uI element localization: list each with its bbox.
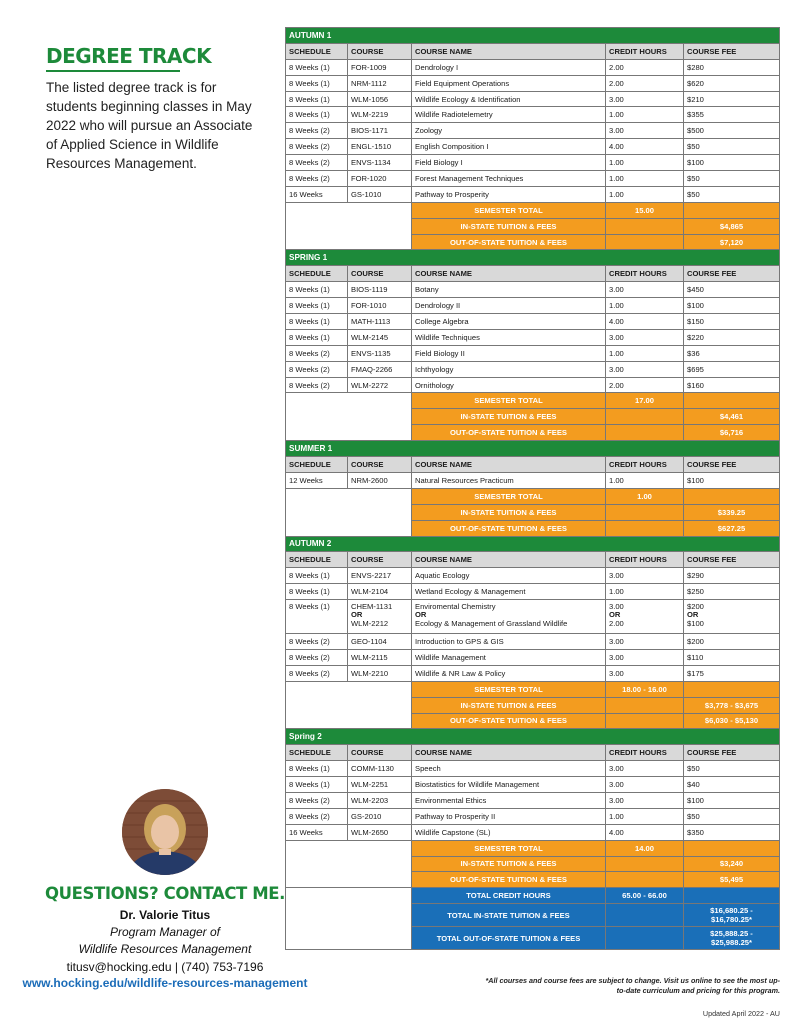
degree-track-description: The listed degree track is for students beginning classes in May 2022 who will pursue an Associate of Applied Science in Wildlife Resources Management.	[46, 80, 253, 171]
credit-hours-cell: 2.00	[606, 377, 684, 393]
total-credit-hours-label: TOTAL CREDIT HOURS	[412, 888, 606, 904]
totals-blank-cell	[286, 488, 412, 536]
schedule-cell: 8 Weeks (1)	[286, 75, 348, 91]
semester-total-value: 18.00 - 16.00	[606, 681, 684, 697]
credit-hours-cell: 1.00	[606, 186, 684, 202]
credit-hours-cell: 3.00	[606, 361, 684, 377]
semester-name: SPRING 1	[286, 250, 780, 266]
course-name-cell: Field Biology II	[412, 345, 606, 361]
schedule-cell: 8 Weeks (2)	[286, 345, 348, 361]
instate-tuition-value: $3,240	[684, 856, 780, 872]
contact-heading: QUESTIONS? CONTACT ME.	[45, 884, 285, 903]
course-name-cell: Ichthyology	[412, 361, 606, 377]
schedule-header: SCHEDULE	[286, 457, 348, 473]
course-name-cell: Field Equipment Operations	[412, 75, 606, 91]
outstate-tuition-value: $6,716	[684, 425, 780, 441]
course-name-cell: Enviromental Chemistry OR Ecology & Management of Grassland Wildlife	[412, 600, 606, 634]
contact-department: Wildlife Resources Management	[78, 942, 252, 956]
grand-empty-cell	[684, 888, 780, 904]
course-name-cell: Zoology	[412, 123, 606, 139]
totals-blank-cell	[286, 840, 412, 888]
schedule-cell: 8 Weeks (2)	[286, 123, 348, 139]
semester-total-row	[286, 488, 780, 504]
course-fee-cell: $110	[684, 649, 780, 665]
semester-header-row	[286, 536, 780, 552]
instate-tuition-label: IN-STATE TUITION & FEES	[412, 409, 606, 425]
course-name-cell: Wildlife & NR Law & Policy	[412, 665, 606, 681]
instate-tuition-value: $4,461	[684, 409, 780, 425]
credit-hours-cell: 3.00	[606, 91, 684, 107]
instate-tuition-label: IN-STATE TUITION & FEES	[412, 218, 606, 234]
course-code-cell: FOR-1010	[348, 298, 412, 314]
course-code-cell: WLM-2203	[348, 792, 412, 808]
course-name-cell: Botany	[412, 282, 606, 298]
contact-role: Program Manager of	[109, 925, 221, 939]
degree-track-table-container	[285, 27, 779, 950]
credit-hours-cell: 3.00	[606, 329, 684, 345]
course-name-cell: Environmental Ethics	[412, 792, 606, 808]
course-row	[286, 361, 780, 377]
credit-hours-cell: 1.00	[606, 171, 684, 187]
course-fee-cell: $50	[684, 761, 780, 777]
course-fee-cell: $100	[684, 155, 780, 171]
total-instate-tuition-label: TOTAL IN-STATE TUITION & FEES	[412, 904, 606, 927]
credit-hours-cell: 1.00	[606, 472, 684, 488]
semester-total-row	[286, 681, 780, 697]
schedule-cell: 8 Weeks (2)	[286, 634, 348, 650]
course-row	[286, 139, 780, 155]
total-outstate-tuition-value: $25,888.25 - $25,988.25*	[684, 927, 780, 950]
course-row	[286, 91, 780, 107]
course-code-cell: WLM-2145	[348, 329, 412, 345]
course-fee-cell: $250	[684, 584, 780, 600]
credit-hours-cell: 3.00	[606, 634, 684, 650]
semester-total-row	[286, 202, 780, 218]
course-fee-cell: $350	[684, 824, 780, 840]
totals-empty-cell	[606, 234, 684, 250]
course-code-cell: GS-2010	[348, 808, 412, 824]
course-name-cell: Wildlife Ecology & Identification	[412, 91, 606, 107]
schedule-cell: 8 Weeks (1)	[286, 298, 348, 314]
credit-hours-cell: 2.00	[606, 75, 684, 91]
credit-hours-cell: 3.00	[606, 665, 684, 681]
course-name-cell: Wildlife Techniques	[412, 329, 606, 345]
course-name-header: COURSE NAME	[412, 266, 606, 282]
credit-hours-header: CREDIT HOURS	[606, 745, 684, 761]
course-row	[286, 568, 780, 584]
course-row	[286, 314, 780, 330]
course-name-cell: Dendrology II	[412, 298, 606, 314]
course-fee-cell: $100	[684, 792, 780, 808]
course-code-cell: WLM-2650	[348, 824, 412, 840]
credit-hours-cell: 4.00	[606, 139, 684, 155]
credit-hours-cell: 3.00	[606, 649, 684, 665]
course-row	[286, 75, 780, 91]
course-code-cell: ENVS-2217	[348, 568, 412, 584]
course-row	[286, 107, 780, 123]
totals-empty-cell	[606, 520, 684, 536]
course-fee-header: COURSE FEE	[684, 457, 780, 473]
semester-header-row	[286, 729, 780, 745]
course-code-cell: BIOS-1119	[348, 282, 412, 298]
course-fee-cell: $620	[684, 75, 780, 91]
instate-tuition-label: IN-STATE TUITION & FEES	[412, 697, 606, 713]
course-fee-cell: $50	[684, 171, 780, 187]
course-header: COURSE	[348, 43, 412, 59]
course-fee-cell: $450	[684, 282, 780, 298]
schedule-cell: 8 Weeks (1)	[286, 777, 348, 793]
course-code-cell: ENVS-1135	[348, 345, 412, 361]
schedule-cell: 8 Weeks (1)	[286, 282, 348, 298]
schedule-cell: 8 Weeks (2)	[286, 139, 348, 155]
course-name-cell: Aquatic Ecology	[412, 568, 606, 584]
semester-total-label: SEMESTER TOTAL	[412, 488, 606, 504]
schedule-cell: 8 Weeks (2)	[286, 155, 348, 171]
course-code-cell: WLM-2104	[348, 584, 412, 600]
totals-empty-cell	[684, 840, 780, 856]
course-fee-cell: $355	[684, 107, 780, 123]
course-name-cell: English Composition I	[412, 139, 606, 155]
course-row	[286, 584, 780, 600]
course-name-cell: Introduction to GPS & GIS	[412, 634, 606, 650]
totals-empty-cell	[606, 713, 684, 729]
outstate-tuition-label: OUT-OF-STATE TUITION & FEES	[412, 872, 606, 888]
outstate-tuition-value: $6,030 - $5,130	[684, 713, 780, 729]
course-header: COURSE	[348, 552, 412, 568]
total-outstate-tuition-label: TOTAL OUT-OF-STATE TUITION & FEES	[412, 927, 606, 950]
column-header-row	[286, 552, 780, 568]
outstate-tuition-label: OUT-OF-STATE TUITION & FEES	[412, 520, 606, 536]
course-row	[286, 600, 780, 634]
course-code-cell: COMM-1130	[348, 761, 412, 777]
instate-tuition-label: IN-STATE TUITION & FEES	[412, 856, 606, 872]
course-code-cell: ENGL-1510	[348, 139, 412, 155]
schedule-cell: 8 Weeks (1)	[286, 761, 348, 777]
credit-hours-cell: 1.00	[606, 584, 684, 600]
course-fee-cell: $150	[684, 314, 780, 330]
semester-total-value: 15.00	[606, 202, 684, 218]
schedule-header: SCHEDULE	[286, 745, 348, 761]
schedule-cell: 8 Weeks (2)	[286, 792, 348, 808]
schedule-cell: 8 Weeks (1)	[286, 600, 348, 634]
course-code-cell: WLM-1056	[348, 91, 412, 107]
course-fee-cell: $695	[684, 361, 780, 377]
column-header-row	[286, 266, 780, 282]
course-row	[286, 171, 780, 187]
course-row	[286, 377, 780, 393]
schedule-cell: 16 Weeks	[286, 186, 348, 202]
course-fee-cell: $100	[684, 472, 780, 488]
course-fee-cell: $200	[684, 634, 780, 650]
program-website-link[interactable]: www.hocking.edu/wildlife-resources-management	[22, 976, 308, 990]
credit-hours-cell: 3.00	[606, 792, 684, 808]
schedule-cell: 8 Weeks (1)	[286, 329, 348, 345]
course-header: COURSE	[348, 266, 412, 282]
semester-total-value: 17.00	[606, 393, 684, 409]
total-instate-tuition-value: $16,680.25 - $16,780.25*	[684, 904, 780, 927]
credit-hours-cell: 1.00	[606, 107, 684, 123]
column-header-row	[286, 745, 780, 761]
course-row	[286, 345, 780, 361]
course-name-header: COURSE NAME	[412, 457, 606, 473]
semester-total-value: 14.00	[606, 840, 684, 856]
course-fee-cell: $290	[684, 568, 780, 584]
total-credit-hours-row	[286, 888, 780, 904]
course-fee-cell: $160	[684, 377, 780, 393]
credit-hours-cell: 1.00	[606, 298, 684, 314]
semester-name: SUMMER 1	[286, 441, 780, 457]
degree-track-table	[285, 27, 780, 950]
totals-empty-cell	[684, 202, 780, 218]
course-name-header: COURSE NAME	[412, 43, 606, 59]
course-row	[286, 155, 780, 171]
totals-empty-cell	[606, 218, 684, 234]
totals-blank-cell	[286, 393, 412, 441]
course-fee-cell: $280	[684, 59, 780, 75]
credit-hours-cell: 1.00	[606, 155, 684, 171]
instate-tuition-value: $3,778 - $3,675	[684, 697, 780, 713]
schedule-cell: 8 Weeks (1)	[286, 59, 348, 75]
credit-hours-cell: 2.00	[606, 59, 684, 75]
course-name-cell: Wildlife Management	[412, 649, 606, 665]
course-fee-cell: $50	[684, 139, 780, 155]
course-code-cell: BIOS-1171	[348, 123, 412, 139]
semester-name: AUTUMN 2	[286, 536, 780, 552]
outstate-tuition-label: OUT-OF-STATE TUITION & FEES	[412, 713, 606, 729]
course-fee-cell: $200 OR $100	[684, 600, 780, 634]
course-code-cell: WLM-2272	[348, 377, 412, 393]
course-code-cell: FOR-1009	[348, 59, 412, 75]
credit-hours-cell: 4.00	[606, 824, 684, 840]
schedule-header: SCHEDULE	[286, 552, 348, 568]
course-code-cell: WLM-2251	[348, 777, 412, 793]
semester-total-row	[286, 840, 780, 856]
course-fee-header: COURSE FEE	[684, 745, 780, 761]
totals-empty-cell	[606, 872, 684, 888]
outstate-tuition-value: $5,495	[684, 872, 780, 888]
semester-header-row	[286, 28, 780, 44]
course-code-cell: FOR-1020	[348, 171, 412, 187]
credit-hours-cell: 3.00	[606, 123, 684, 139]
schedule-cell: 8 Weeks (2)	[286, 377, 348, 393]
course-header: COURSE	[348, 745, 412, 761]
credit-hours-cell: 3.00 OR 2.00	[606, 600, 684, 634]
totals-empty-cell	[606, 409, 684, 425]
totals-empty-cell	[606, 856, 684, 872]
totals-empty-cell	[684, 488, 780, 504]
course-row	[286, 298, 780, 314]
schedule-cell: 16 Weeks	[286, 824, 348, 840]
course-name-cell: Wetland Ecology & Management	[412, 584, 606, 600]
course-code-cell: MATH-1113	[348, 314, 412, 330]
semester-total-row	[286, 393, 780, 409]
semester-total-label: SEMESTER TOTAL	[412, 393, 606, 409]
schedule-cell: 8 Weeks (1)	[286, 584, 348, 600]
schedule-cell: 12 Weeks	[286, 472, 348, 488]
course-code-cell: GEO-1104	[348, 634, 412, 650]
course-name-cell: Forest Management Techniques	[412, 171, 606, 187]
column-header-row	[286, 43, 780, 59]
credit-hours-cell: 3.00	[606, 777, 684, 793]
course-row	[286, 186, 780, 202]
credit-hours-cell: 3.00	[606, 568, 684, 584]
credit-hours-cell: 1.00	[606, 808, 684, 824]
course-code-cell: NRM-1112	[348, 75, 412, 91]
course-code-cell: WLM-2210	[348, 665, 412, 681]
schedule-cell: 8 Weeks (2)	[286, 171, 348, 187]
totals-empty-cell	[606, 425, 684, 441]
schedule-cell: 8 Weeks (2)	[286, 808, 348, 824]
course-code-cell: GS-1010	[348, 186, 412, 202]
course-row	[286, 634, 780, 650]
course-fee-cell: $210	[684, 91, 780, 107]
course-row	[286, 329, 780, 345]
course-code-cell: ENVS-1134	[348, 155, 412, 171]
course-name-cell: Wildlife Capstone (SL)	[412, 824, 606, 840]
credit-hours-cell: 4.00	[606, 314, 684, 330]
contact-email-phone[interactable]: titusv@hocking.edu | (740) 753-7196	[66, 960, 264, 974]
semester-total-label: SEMESTER TOTAL	[412, 681, 606, 697]
grand-empty-cell	[606, 927, 684, 950]
course-code-cell: WLM-2219	[348, 107, 412, 123]
credit-hours-cell: 1.00	[606, 345, 684, 361]
course-header: COURSE	[348, 457, 412, 473]
course-row	[286, 808, 780, 824]
semester-header-row	[286, 441, 780, 457]
credit-hours-header: CREDIT HOURS	[606, 266, 684, 282]
course-row	[286, 123, 780, 139]
course-name-cell: Natural Resources Practicum	[412, 472, 606, 488]
contact-name: Dr. Valorie Titus	[119, 908, 211, 922]
instate-tuition-value: $4,865	[684, 218, 780, 234]
semester-total-label: SEMESTER TOTAL	[412, 202, 606, 218]
grand-blank-cell	[286, 888, 412, 950]
course-name-header: COURSE NAME	[412, 745, 606, 761]
schedule-cell: 8 Weeks (2)	[286, 649, 348, 665]
semester-total-value: 1.00	[606, 488, 684, 504]
totals-blank-cell	[286, 202, 412, 250]
schedule-cell: 8 Weeks (1)	[286, 568, 348, 584]
updated-date: Updated April 2022 - AU	[702, 1009, 780, 1018]
course-fee-cell: $100	[684, 298, 780, 314]
schedule-header: SCHEDULE	[286, 43, 348, 59]
schedule-cell: 8 Weeks (1)	[286, 91, 348, 107]
course-name-header: COURSE NAME	[412, 552, 606, 568]
course-name-cell: Wildlife Radiotelemetry	[412, 107, 606, 123]
course-row	[286, 472, 780, 488]
instate-tuition-value: $339.25	[684, 504, 780, 520]
credit-hours-header: CREDIT HOURS	[606, 457, 684, 473]
schedule-cell: 8 Weeks (2)	[286, 665, 348, 681]
course-code-cell: NRM-2600	[348, 472, 412, 488]
footnote: *All courses and course fees are subject to change. Visit us online to see the most up-to-date curriculum and pricing for this program.	[485, 976, 780, 995]
course-row	[286, 665, 780, 681]
outstate-tuition-value: $7,120	[684, 234, 780, 250]
semester-header-row	[286, 250, 780, 266]
course-code-cell: FMAQ-2266	[348, 361, 412, 377]
course-fee-cell: $50	[684, 808, 780, 824]
course-row	[286, 777, 780, 793]
course-row	[286, 792, 780, 808]
totals-empty-cell	[684, 393, 780, 409]
course-name-cell: Pathway to Prosperity	[412, 186, 606, 202]
course-row	[286, 282, 780, 298]
instate-tuition-label: IN-STATE TUITION & FEES	[412, 504, 606, 520]
credit-hours-header: CREDIT HOURS	[606, 552, 684, 568]
course-row	[286, 649, 780, 665]
course-fee-cell: $50	[684, 186, 780, 202]
course-name-cell: Speech	[412, 761, 606, 777]
course-fee-header: COURSE FEE	[684, 43, 780, 59]
course-name-cell: Field Biology I	[412, 155, 606, 171]
semester-name: Spring 2	[286, 729, 780, 745]
course-fee-cell: $220	[684, 329, 780, 345]
outstate-tuition-label: OUT-OF-STATE TUITION & FEES	[412, 425, 606, 441]
schedule-cell: 8 Weeks (2)	[286, 361, 348, 377]
totals-empty-cell	[606, 504, 684, 520]
credit-hours-header: CREDIT HOURS	[606, 43, 684, 59]
outstate-tuition-label: OUT-OF-STATE TUITION & FEES	[412, 234, 606, 250]
course-fee-header: COURSE FEE	[684, 266, 780, 282]
credit-hours-cell: 3.00	[606, 761, 684, 777]
course-name-cell: College Algebra	[412, 314, 606, 330]
course-row	[286, 59, 780, 75]
totals-empty-cell	[684, 681, 780, 697]
course-fee-cell: $40	[684, 777, 780, 793]
course-code-cell: CHEM-1131 OR WLM-2212	[348, 600, 412, 634]
column-header-row	[286, 457, 780, 473]
course-fee-cell: $36	[684, 345, 780, 361]
course-fee-header: COURSE FEE	[684, 552, 780, 568]
grand-empty-cell	[606, 904, 684, 927]
course-name-cell: Dendrology I	[412, 59, 606, 75]
totals-blank-cell	[286, 681, 412, 729]
course-name-cell: Pathway to Prosperity II	[412, 808, 606, 824]
degree-track-title: DEGREE TRACK	[46, 44, 212, 68]
course-name-cell: Biostatistics for Wildlife Management	[412, 777, 606, 793]
credit-hours-cell: 3.00	[606, 282, 684, 298]
outstate-tuition-value: $627.25	[684, 520, 780, 536]
schedule-cell: 8 Weeks (1)	[286, 314, 348, 330]
schedule-cell: 8 Weeks (1)	[286, 107, 348, 123]
semester-total-label: SEMESTER TOTAL	[412, 840, 606, 856]
course-code-cell: WLM-2115	[348, 649, 412, 665]
total-credit-hours-value: 65.00 - 66.00	[606, 888, 684, 904]
profile-photo	[122, 789, 208, 875]
schedule-header: SCHEDULE	[286, 266, 348, 282]
title-underline	[46, 70, 180, 72]
course-row	[286, 761, 780, 777]
course-fee-cell: $500	[684, 123, 780, 139]
totals-empty-cell	[606, 697, 684, 713]
course-name-cell: Ornithology	[412, 377, 606, 393]
course-row	[286, 824, 780, 840]
course-fee-cell: $175	[684, 665, 780, 681]
semester-name: AUTUMN 1	[286, 28, 780, 44]
